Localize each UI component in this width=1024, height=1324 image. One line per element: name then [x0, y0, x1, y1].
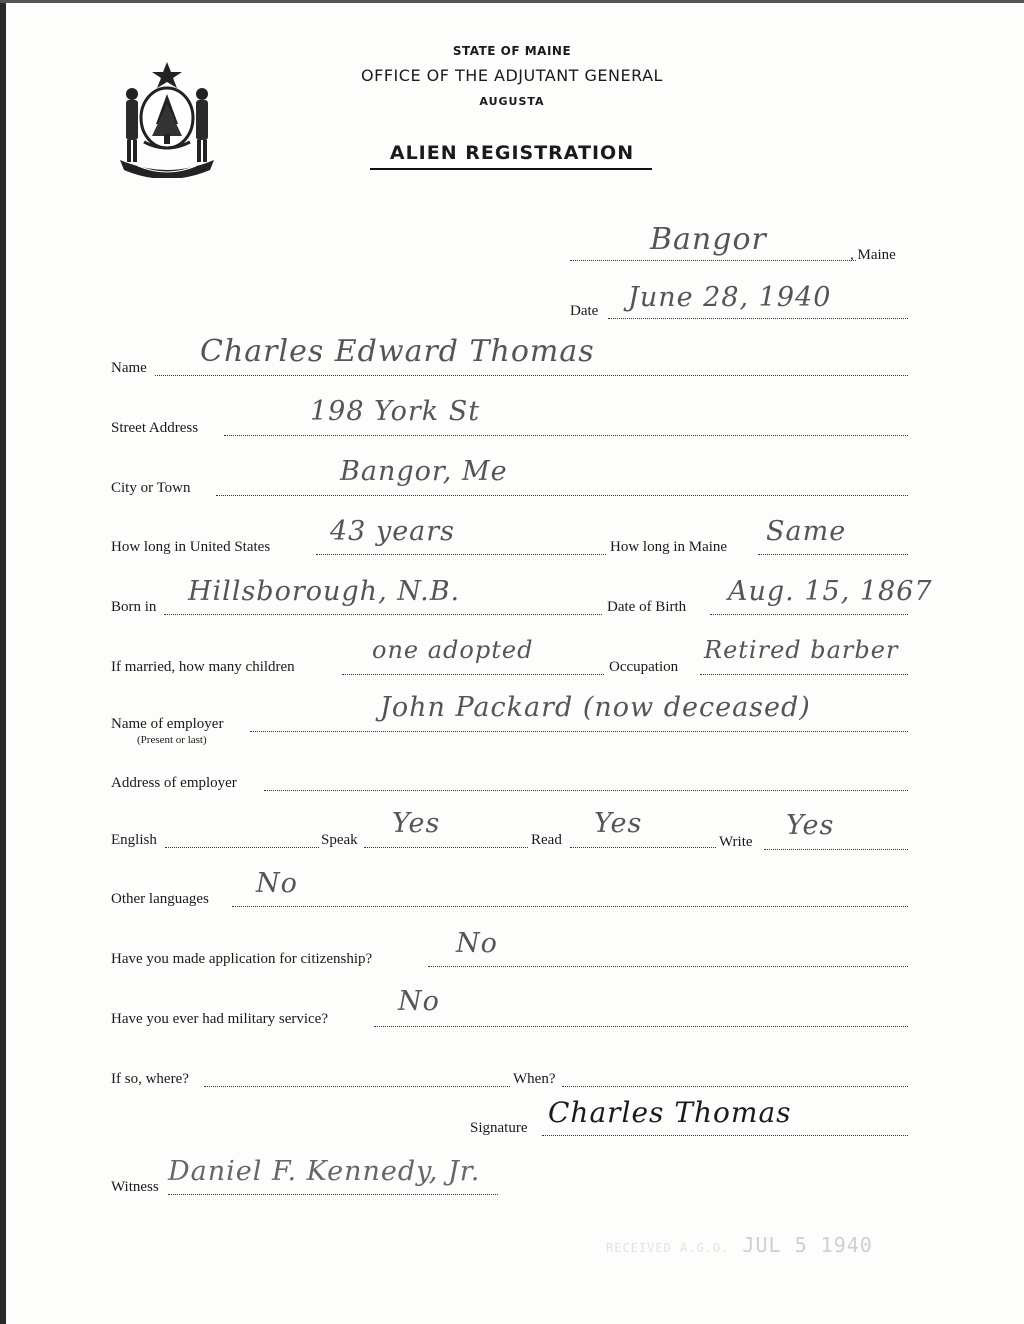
dob-label: Date of Birth	[607, 599, 687, 615]
date-label: Date	[570, 303, 599, 319]
state-seal-icon	[112, 58, 222, 178]
place-line	[570, 260, 856, 261]
maine-duration-value[interactable]: Same	[766, 516, 847, 547]
street-line	[224, 435, 908, 436]
header-city: AUGUSTA	[479, 95, 545, 108]
name-value[interactable]: Charles Edward Thomas	[200, 334, 595, 369]
english-line	[165, 847, 319, 848]
date-value[interactable]: June 28, 1940	[628, 282, 832, 313]
born-in-label: Born in	[111, 599, 157, 615]
street-label: Street Address	[111, 420, 199, 436]
english-label: English	[111, 832, 157, 848]
speak-value[interactable]: Yes	[392, 808, 441, 839]
citizenship-value[interactable]: No	[456, 928, 498, 959]
title-underline	[370, 168, 652, 170]
place-suffix: , Maine	[850, 247, 896, 263]
write-value[interactable]: Yes	[786, 810, 835, 841]
employer-label: Name of employer	[111, 716, 224, 732]
occupation-line	[700, 674, 908, 675]
header-office: OFFICE OF THE ADJUTANT GENERAL	[361, 66, 663, 85]
name-line	[155, 375, 908, 376]
maine-duration-line	[758, 554, 908, 555]
us-duration-value[interactable]: 43 years	[330, 516, 456, 547]
other-languages-value[interactable]: No	[256, 868, 298, 899]
citizenship-label: Have you made application for citizenship?	[111, 951, 373, 967]
witness-line	[168, 1194, 498, 1195]
children-line	[342, 674, 604, 675]
stamp-date: JUL 5 1940	[742, 1233, 873, 1257]
military-label: Have you ever had military service?	[111, 1011, 328, 1027]
employer-sublabel: (Present or last)	[137, 734, 207, 746]
employer-address-line	[264, 790, 908, 791]
where-label: If so, where?	[111, 1071, 189, 1087]
born-in-line	[164, 614, 602, 615]
when-label: When?	[513, 1071, 556, 1087]
occupation-value[interactable]: Retired barber	[704, 636, 899, 664]
read-value[interactable]: Yes	[594, 808, 643, 839]
place-value[interactable]: Bangor	[650, 222, 767, 257]
witness-label: Witness	[111, 1179, 159, 1195]
signature-value[interactable]: Charles Thomas	[548, 1096, 792, 1129]
received-stamp	[606, 1233, 873, 1257]
scan-top-edge	[0, 0, 1024, 3]
dob-line	[710, 614, 908, 615]
read-label: Read	[531, 832, 562, 848]
when-line	[562, 1086, 908, 1087]
maine-duration-label: How long in Maine	[610, 539, 728, 555]
header-state: STATE OF MAINE	[452, 44, 572, 58]
signature-line	[542, 1135, 908, 1136]
military-value[interactable]: No	[398, 986, 440, 1017]
military-line	[374, 1026, 908, 1027]
form-title: ALIEN REGISTRATION	[389, 142, 635, 164]
write-label: Write	[719, 834, 753, 850]
where-line	[204, 1086, 510, 1087]
us-duration-label: How long in United States	[111, 539, 271, 555]
employer-address-label: Address of employer	[111, 775, 237, 791]
speak-line	[364, 847, 528, 848]
name-label: Name	[111, 360, 147, 376]
scan-edge	[0, 0, 6, 1324]
born-in-value[interactable]: Hillsborough, N.B.	[188, 576, 461, 607]
occupation-label: Occupation	[609, 659, 679, 675]
street-value[interactable]: 198 York St	[310, 396, 481, 427]
speak-label: Speak	[321, 832, 358, 848]
other-languages-label: Other languages	[111, 891, 209, 907]
city-line	[216, 495, 908, 496]
city-value[interactable]: Bangor, Me	[340, 456, 508, 487]
signature-label: Signature	[470, 1120, 528, 1136]
employer-line	[250, 731, 908, 732]
children-value[interactable]: one adopted	[372, 636, 534, 664]
children-label: If married, how many children	[111, 659, 295, 675]
employer-value[interactable]: John Packard (now deceased)	[380, 692, 811, 723]
read-line	[570, 847, 716, 848]
write-line	[764, 849, 908, 850]
citizenship-line	[428, 966, 908, 967]
other-languages-line	[232, 906, 908, 907]
city-label: City or Town	[111, 480, 191, 496]
stamp-prefix: RECEIVED A.G.O.	[606, 1241, 730, 1255]
dob-value[interactable]: Aug. 15, 1867	[728, 576, 933, 607]
date-line	[608, 318, 908, 319]
witness-value[interactable]: Daniel F. Kennedy, Jr.	[168, 1156, 481, 1187]
us-duration-line	[316, 554, 606, 555]
